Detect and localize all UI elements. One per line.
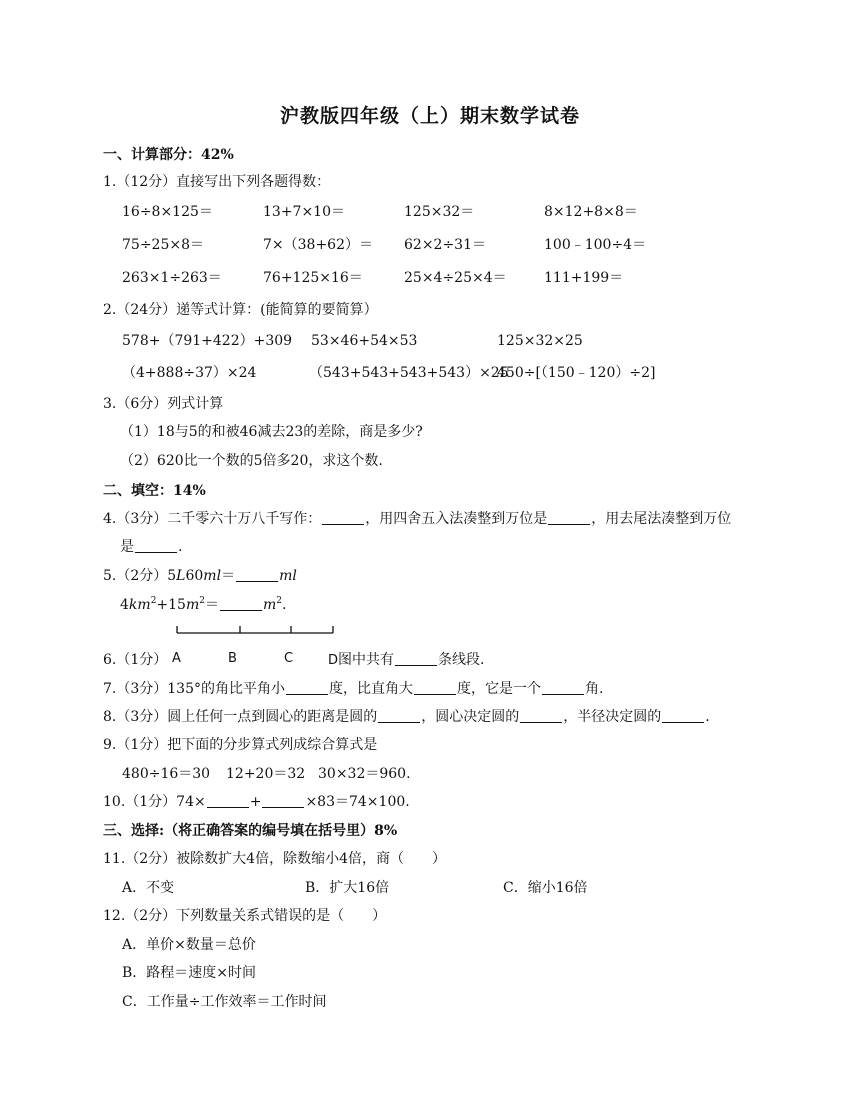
q12-option-a[interactable]: A．单价×数量＝总价: [122, 937, 256, 953]
question-5: 5.（2分）5L60ml＝ ml: [103, 568, 297, 584]
q2-item: 578+（791+422）+309: [122, 333, 293, 349]
q1-item: 62×2÷31＝: [404, 237, 486, 253]
answer-blank[interactable]: [207, 793, 249, 808]
answer-blank[interactable]: [548, 510, 590, 525]
section-heading-fill-in: 二、填空：14%: [103, 483, 206, 499]
q11-option-a[interactable]: A．不变: [122, 880, 175, 896]
question-10: 10.（1分）74× + ×83＝74×100.: [103, 794, 410, 810]
section-heading-choice: 三、选择:（将正确答案的编号填在括号里）8%: [103, 823, 398, 839]
point-label-c: C: [284, 651, 294, 666]
line-segment-diagram: [176, 624, 336, 636]
q1-item: 263×1÷263＝: [122, 270, 222, 286]
point-label-b: B: [228, 651, 237, 666]
question-11-stem: 11.（2分）被除数扩大4倍，除数缩小4倍，商（ ）: [103, 851, 446, 867]
q2-item: （543+543+543+543）×25: [309, 365, 509, 381]
answer-blank[interactable]: [135, 538, 177, 553]
q11-option-b[interactable]: B．扩大16倍: [305, 880, 390, 896]
answer-blank[interactable]: [322, 510, 364, 525]
question-12-stem: 12.（2分）下列数量关系式错误的是（ ）: [103, 908, 387, 924]
answer-blank[interactable]: [378, 708, 420, 723]
q2-item: 53×46+54×53: [311, 333, 418, 349]
answer-blank[interactable]: [662, 708, 704, 723]
q1-item: 13+7×10＝: [263, 204, 345, 220]
answer-blank[interactable]: [236, 567, 278, 582]
answer-blank[interactable]: [542, 680, 584, 695]
q3-item: （2）620比一个数的5倍多20，求这个数.: [120, 453, 383, 469]
question-7: 7.（3分）135°的角比平角小 度，比直角大 度，它是一个 角.: [103, 681, 604, 697]
question-8: 8.（3分）圆上任何一点到圆心的距离是圆的 ，圆心决定圆的 ，半径决定圆的 .: [103, 709, 710, 725]
q1-item: 25×4÷25×4＝: [404, 270, 507, 286]
answer-blank[interactable]: [520, 708, 562, 723]
q2-item: （4+888÷37）×24: [122, 365, 257, 381]
answer-blank[interactable]: [286, 680, 328, 695]
question-4: 4.（3分）二千零六十万八千写作： ，用四舍五入法凑整到万位是 ，用去尾法凑整到万位: [103, 511, 732, 527]
question-6: 6.（1分）: [103, 652, 168, 668]
question-4-continued: 是 .: [120, 539, 183, 555]
q1-item: 111+199＝: [544, 270, 624, 286]
q12-option-c[interactable]: C．工作量÷工作效率＝工作时间: [122, 994, 327, 1010]
q11-option-c[interactable]: C．缩小16倍: [503, 880, 588, 896]
q1-item: 16÷8×125＝: [122, 204, 213, 220]
q1-item: 76+125×16＝: [263, 270, 363, 286]
q2-item: 125×32×25: [497, 333, 583, 349]
question-5-line-2: $4km^2+15m^2= m^2$.: [120, 596, 287, 613]
q3-item: （1）18与5的和被46减去23的差除，商是多少?: [120, 424, 423, 440]
point-label-a: A: [172, 651, 181, 666]
answer-blank[interactable]: [262, 793, 304, 808]
q12-option-b[interactable]: B．路程＝速度×时间: [122, 965, 257, 981]
q9-step: 30×32＝960.: [318, 766, 411, 782]
question-9-stem: 9.（1分）把下面的分步算式列成综合算式是: [103, 737, 378, 753]
q1-item: 100﹣100÷4＝: [544, 237, 647, 253]
answer-blank[interactable]: [414, 680, 456, 695]
q1-item: 8×12+8×8＝: [544, 204, 638, 220]
q1-item: 75÷25×8＝: [122, 237, 204, 253]
q2-item: 450÷[（150﹣120）÷2]: [497, 365, 656, 381]
page-title: 沪教版四年级（上）期末数学试卷: [279, 105, 580, 127]
question-2-stem: 2.（24分）递等式计算：(能简算的要简算）: [103, 302, 378, 318]
q1-item: 125×32＝: [404, 204, 475, 220]
line-segment-figure: [176, 624, 336, 636]
q9-step: 480÷16＝30: [122, 766, 211, 782]
answer-blank[interactable]: [220, 596, 262, 611]
q1-item: 7×（38+62）＝: [263, 237, 373, 253]
answer-blank[interactable]: [395, 651, 437, 666]
question-6-text: D图中共有 条线段.: [328, 652, 485, 668]
section-heading-calculation: 一、计算部分：42%: [103, 147, 234, 163]
question-3-stem: 3.（6分）列式计算: [103, 396, 224, 412]
q9-step: 12+20＝32: [226, 766, 306, 782]
question-1-stem: 1.（12分）直接写出下列各题得数：: [103, 174, 331, 190]
point-label-d: D: [328, 653, 339, 668]
